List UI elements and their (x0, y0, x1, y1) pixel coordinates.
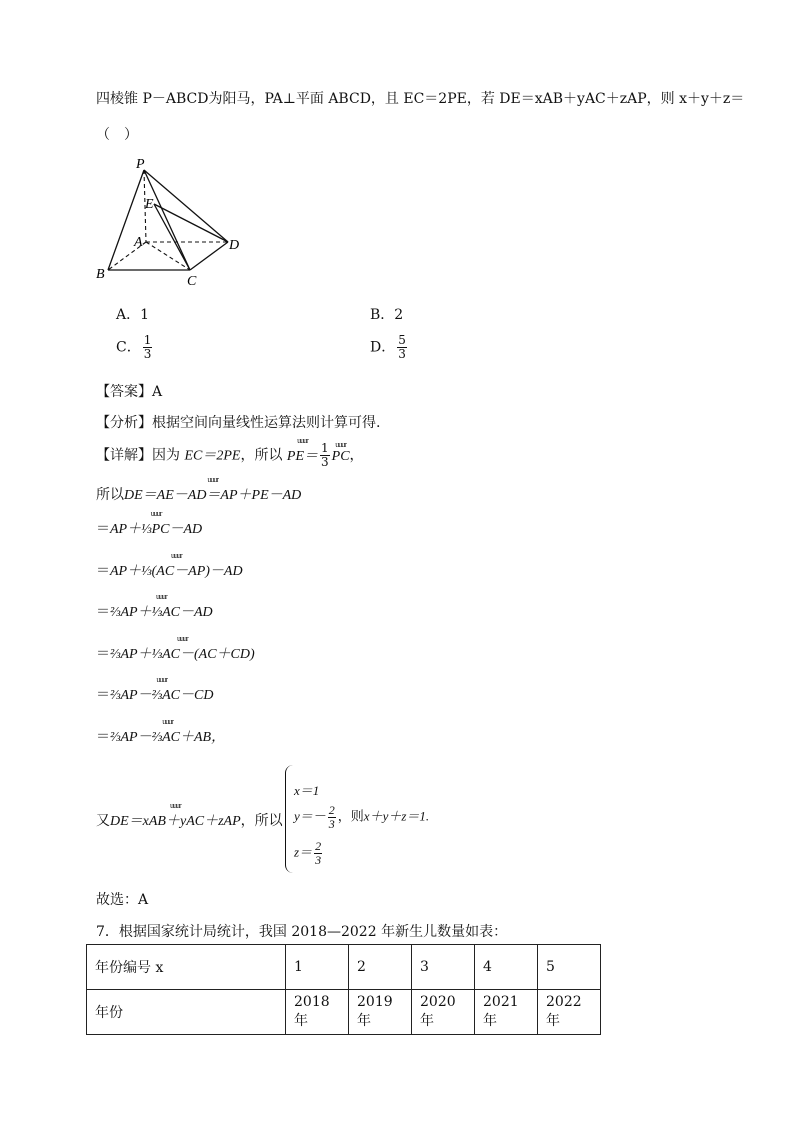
system-z: z＝ $\frac{2}{3}$ (294, 839, 322, 867)
analysis-line (96, 412, 380, 432)
problem-stem: 四棱锥 P－ABCD为阳马，PA⊥平面 ABCD，且 EC＝2PE，若 DE＝xAB＋yAC＋zAP，则 x＋y＋z＝ (96, 91, 745, 107)
analysis-text: 根据空间向量线性运算法则计算可得. (152, 415, 381, 431)
table-cell: 2 (349, 945, 412, 990)
table-cell: 2021 年 (475, 990, 538, 1035)
system-result: x＋y＋z＝1. (363, 808, 430, 824)
answer-value: A (152, 384, 163, 400)
choice-c[interactable]: C． $\frac{1}{3}$ (116, 333, 152, 361)
system-x: x＝1 (294, 783, 320, 798)
step-2: ＝uuur AP＋⅓PC－AD (96, 518, 202, 538)
answer-tag: 【答案】 (96, 384, 152, 400)
table-header-cell: 年份 (87, 990, 286, 1035)
z-fraction: $\frac{2}{3}$ (315, 839, 322, 867)
choice-a[interactable]: A．1 (116, 307, 150, 323)
step-1: 所以uuur DE＝AE－AD＝AP＋PE－AD (96, 484, 301, 504)
table-header-cell: 年份编号 x (87, 945, 286, 990)
pe-expression: uuur PE＝ (287, 445, 318, 465)
y-fraction: $\frac{2}{3}$ (328, 803, 335, 831)
table-cell: 2022 年 (538, 990, 601, 1035)
analysis-tag: 【分析】 (96, 415, 152, 431)
choice-d[interactable]: D． $\frac{5}{3}$ (370, 333, 406, 361)
table-row (87, 990, 601, 1035)
detail-tag: 【详解】 (96, 447, 152, 464)
detail-condition: EC＝2PE (184, 448, 241, 464)
label-B: B (96, 267, 105, 282)
detail-line: 【详解】因为 EC＝2PE，所以 uuur PE＝ $\frac{1}{3}$ uuur PC， (96, 442, 364, 469)
step-3: ＝uuur AP＋⅓(AC－AP)－AD (96, 560, 243, 580)
step-5: ＝uuur ⅔AP＋⅓AC－(AC＋CD) (96, 643, 255, 663)
table-cell: 2020 年 (412, 990, 475, 1035)
table-cell: 5 (538, 945, 601, 990)
system-y: y＝－ $\frac{2}{3}$ ，则x＋y＋z＝1. (294, 803, 430, 831)
label-E: E (145, 197, 154, 212)
conclusion: 故选：A (96, 892, 149, 908)
one-third-fraction: $\frac{1}{3}$ (321, 441, 329, 469)
table-cell: 1 (286, 945, 349, 990)
de-expression: uuur DE＝xAB＋yAC＋zAP (110, 810, 241, 830)
table-cell: 2018 年 (286, 990, 349, 1035)
label-P: P (136, 157, 145, 172)
answer-line (96, 381, 162, 401)
step-4: ＝uuur ⅔AP＋⅓AC－AD (96, 601, 213, 621)
newborn-table (86, 944, 601, 1035)
system-line: 又uuur DE＝xAB＋yAC＋zAP，所以 (96, 810, 283, 830)
pyramid-figure (90, 152, 290, 292)
label-A: A (134, 235, 143, 250)
table-cell: 3 (412, 945, 475, 990)
choice-c-fraction: $\frac{1}{3}$ (143, 333, 152, 361)
table-cell: 2019 年 (349, 990, 412, 1035)
choice-b[interactable]: B．2 (370, 307, 404, 323)
question-7: 7．根据国家统计局统计，我国 2018—2022 年新生儿数量如表： (96, 924, 508, 940)
step-6: ＝uuur ⅔AP－⅔AC－CD (96, 684, 213, 704)
problem-paren: （ ） (96, 127, 138, 143)
label-C: C (187, 274, 197, 289)
step-7: ＝uuur ⅔AP－⅔AC＋AB， (96, 726, 225, 746)
edge-PB (108, 170, 144, 270)
table-row (87, 945, 601, 990)
table-cell: 4 (475, 945, 538, 990)
label-D: D (229, 238, 240, 253)
edge-CD (190, 242, 228, 270)
choice-d-fraction: $\frac{5}{3}$ (398, 333, 406, 361)
